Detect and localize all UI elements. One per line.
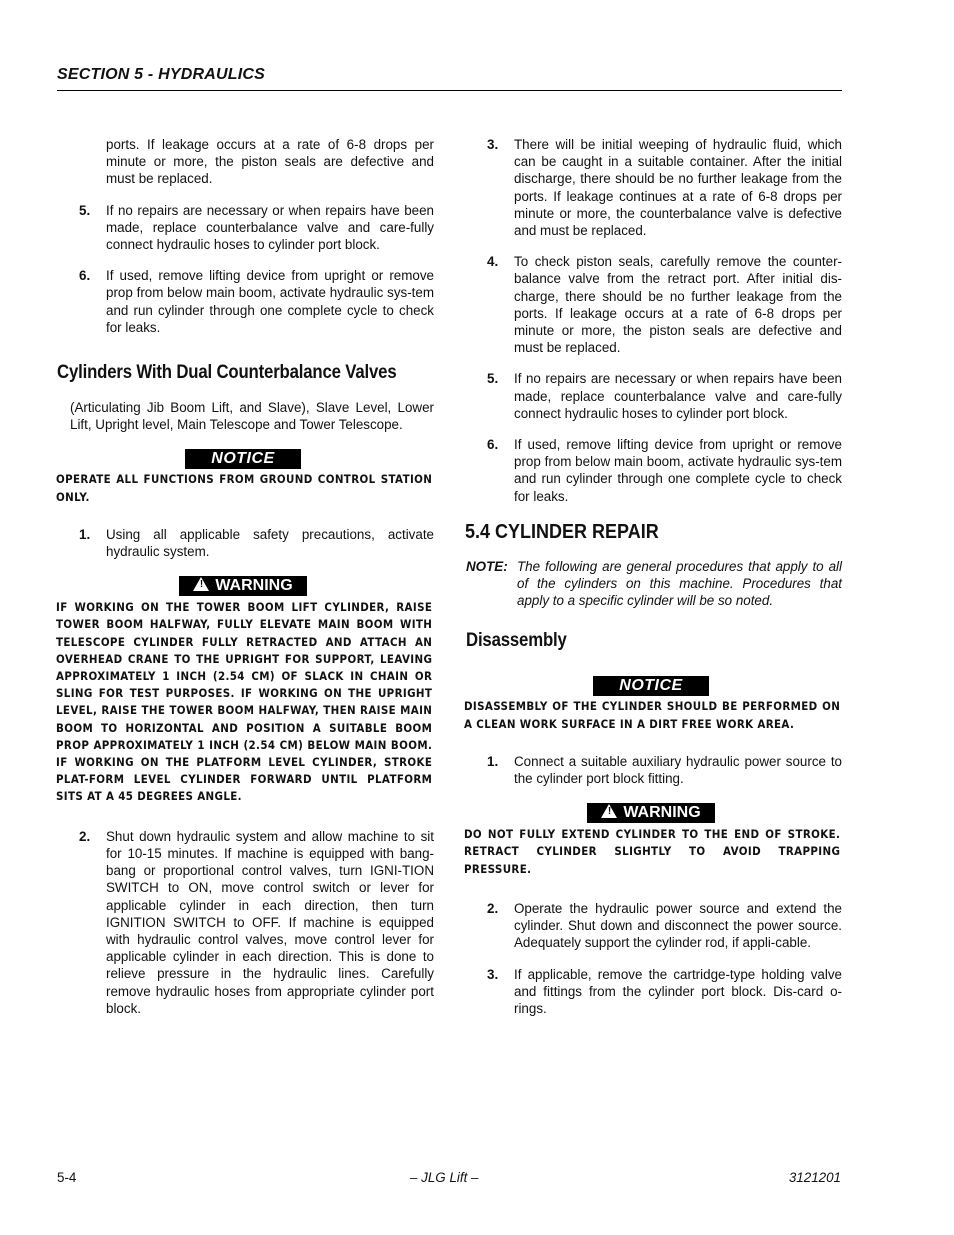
step-text: If no repairs are necessary or when repairs have been made, replace counterbalance valve and care-fully connect hydraulic hoses to cylinder port block. <box>514 371 842 421</box>
note-label: NOTE: <box>466 558 508 574</box>
step-text: If used, remove lifting device from upright or remove prop from below main boom, activate hydraulic sys-tem and run cylinder through one complete cycle to check for leaks. <box>514 437 842 504</box>
step-number: 1. <box>79 526 91 542</box>
step-number: 1. <box>487 753 499 769</box>
note-text: The following are general procedures that apply to all of the cylinders on this machine. Procedures that apply to a specific cylinder will be so noted. <box>517 558 842 609</box>
continued-paragraph: ports. If leakage occurs at a rate of 6-8 drops per minute or more, the piston seals are defective and must be replaced. <box>106 137 434 187</box>
list-item <box>79 202 434 254</box>
list-item <box>79 526 434 560</box>
warning-triangle-icon: ! <box>193 577 209 591</box>
warning-banner <box>460 803 842 823</box>
step-text: Connect a suitable auxiliary hydraulic power source to the cylinder port block fitting. <box>514 753 842 787</box>
section-header: SECTION 5 - HYDRAULICS <box>57 66 265 83</box>
notice-badge: NOTICE <box>593 676 709 696</box>
subsection-heading: Cylinders With Dual Counterbalance Valves <box>57 361 397 384</box>
step-number: 6. <box>487 437 499 453</box>
section-heading: 5.4 CYLINDER REPAIR <box>465 520 659 543</box>
step-text: If used, remove lifting device from upright or remove prop from below main boom, activate hydraulic sys-tem and run cylinder through one complete cycle to check for leaks. <box>106 268 434 335</box>
list-item <box>79 267 434 336</box>
step-number: 2. <box>79 828 91 844</box>
note-block <box>466 558 842 610</box>
step-number: 2. <box>487 900 499 916</box>
warning-text: DO NOT FULLY EXTEND CYLINDER TO THE END OF STROKE. RETRACT CYLINDER SLIGHTLY TO AVOID TRAPPING PRESSURE. <box>464 828 841 876</box>
notice-banner <box>460 676 842 696</box>
list-item <box>487 753 842 787</box>
warning-triangle-icon: ! <box>601 804 617 818</box>
step-text: To check piston seals, carefully remove the counter-balance valve from the retract port. After initial dis-charge, there should be no further leakage from the ports. If leakage occurs at a rate of 6-8 drops per minute or more, the piston seals are defective and must be replaced. <box>514 254 842 356</box>
step-number: 5. <box>79 202 91 218</box>
step-text: Operate the hydraulic power source and extend the cylinder. Shut down and disconnect the power source. Adequately support the cylinder rod, if appli-cable. <box>514 900 842 951</box>
notice-text: DISASSEMBLY OF THE CYLINDER SHOULD BE PERFORMED ON A CLEAN WORK SURFACE IN A DIRT FREE WORK AREA. <box>464 700 841 731</box>
footer-brand: – JLG Lift – <box>410 1170 479 1185</box>
step-text: There will be initial weeping of hydraulic fluid, which can be caught in a suitable container. After the initial discharge, there should be no further leakage from the ports. If leakage continues at a rate of 6-8 drops per minute or more, the counterbalance valve is defective and must be replaced. <box>514 137 842 239</box>
step-number: 3. <box>487 966 499 982</box>
step-number: 5. <box>487 371 499 387</box>
step-number: 6. <box>79 268 91 284</box>
intro-paragraph: (Articulating Jib Boom Lift, and Slave), Slave Level, Lower Lift, Upright level, Main Telescope and Tower Telescope. <box>70 400 434 433</box>
list-item <box>487 136 842 239</box>
page-number: 5-4 <box>57 1170 77 1185</box>
list-item <box>79 828 434 1017</box>
left-column <box>56 136 434 1017</box>
notice-text: OPERATE ALL FUNCTIONS FROM GROUND CONTROL STATION ONLY. <box>56 473 433 504</box>
warning-badge <box>179 576 307 596</box>
step-number: 4. <box>487 254 499 270</box>
step-number: 3. <box>487 137 499 152</box>
step-text: Shut down hydraulic system and allow machine to sit for 10-15 minutes. If machine is equipped with bang-bang or proportional control valves, turn IGNI-TION SWITCH to ON, move control switch or lever for applicable cylinder in each direction, then turn IGNITION SWITCH to OFF. If machine is equipped with hydraulic control valves, move control lever for applicable cylinder in each direction. This is done to relieve pressure in the hydraulic lines. Carefully remove hydraulic hoses from appropriate cylinder port block. <box>106 828 434 1016</box>
warning-banner <box>52 576 434 596</box>
notice-banner <box>52 449 434 469</box>
warning-badge <box>587 803 715 823</box>
right-column <box>464 136 842 1017</box>
list-item <box>487 900 842 952</box>
list-item <box>487 370 842 422</box>
step-text: If no repairs are necessary or when repairs have been made, replace counterbalance valve and care-fully connect hydraulic hoses to cylinder port block. <box>106 202 434 253</box>
list-item <box>487 253 842 356</box>
step-text: If applicable, remove the cartridge-type holding valve and fittings from the cylinder port block. Dis-card o-rings. <box>514 966 842 1016</box>
list-item <box>487 436 842 505</box>
list-item <box>487 966 842 1018</box>
warning-label: WARNING <box>215 577 293 595</box>
subsection-heading: Disassembly <box>466 629 567 652</box>
warning-label: WARNING <box>623 804 701 822</box>
header-rule <box>57 90 842 91</box>
notice-badge: NOTICE <box>185 449 301 469</box>
step-text: Using all applicable safety precautions, activate hydraulic system. <box>106 526 434 560</box>
document-number: 3121201 <box>788 1170 841 1185</box>
warning-text: IF WORKING ON THE TOWER BOOM LIFT CYLINDER, RAISE TOWER BOOM HALFWAY, FULLY ELEVATE MAIN BOOM WITH TELESCOPE CYLINDER FULLY RETRACTED AND ATTACH AN OVERHEAD CRANE TO THE UPRIGHT FOR SUPPORT, LEAVING APPROXIMATELY 1 INCH (2.54 CM) OF SLACK IN CHAIN OR SLING FOR TEST PURPOSES. IF WORKING ON THE UPRIGHT LEVEL, RAISE THE TOWER BOOM HALFWAY, THEN RAISE MAIN BOOM TO HORIZONTAL AND POSITION A SUITABLE BOOM PROP APPROXIMATELY 1 INCH (2.54 CM) BELOW MAIN BOOM. IF WORKING ON THE PLATFORM LEVEL CYLINDER, STROKE PLAT-FORM LEVEL CYLINDER FORWARD UNTIL PLATFORM SITS AT A 45 DEGREES ANGLE. <box>56 601 433 804</box>
